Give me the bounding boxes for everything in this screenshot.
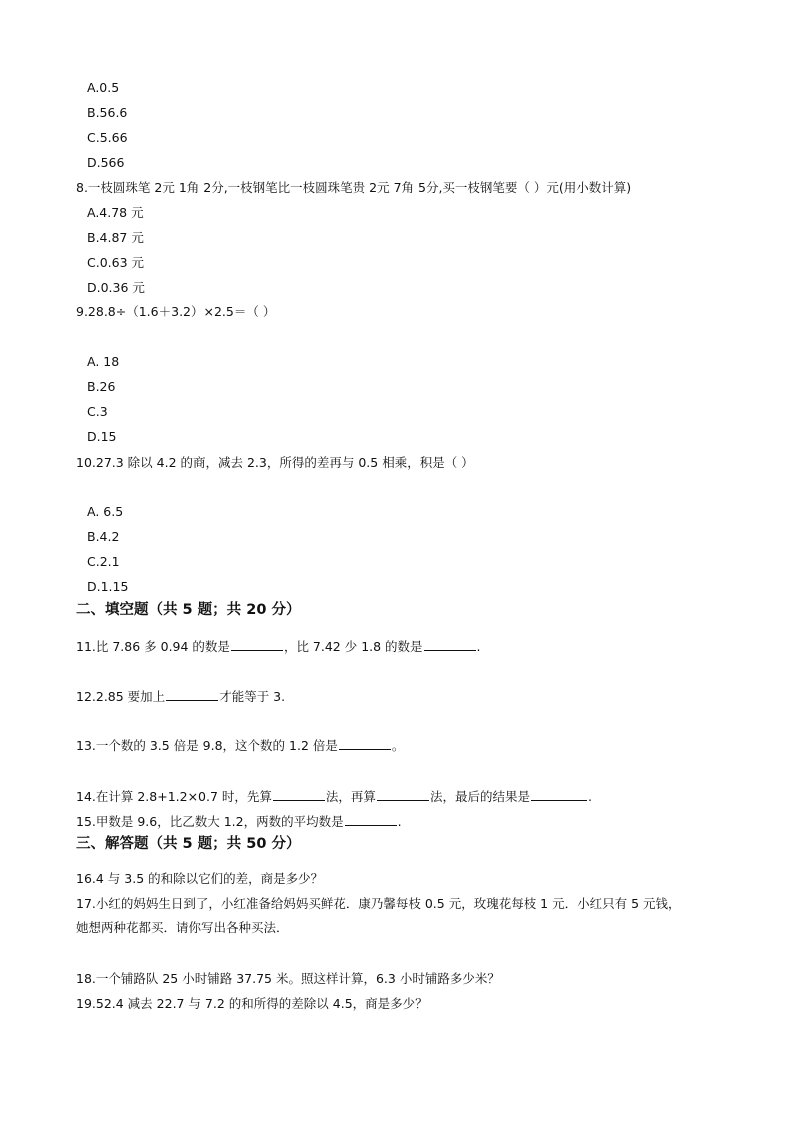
q18: 18.一个铺路队 25 小时铺路 37.75 米。照这样计算，6.3 小时铺路多少米？ xyxy=(76,971,500,986)
q7-option-d: D.566 xyxy=(87,155,125,170)
answer-blank[interactable] xyxy=(166,688,218,701)
q12-text-b: 才能等于 3. xyxy=(219,689,286,704)
q19: 19.52.4 减去 22.7 与 7.2 的和所得的差除以 4.5，商是多少？ xyxy=(76,996,428,1011)
q9-option-d: D.15 xyxy=(87,429,117,444)
q14-text-d: . xyxy=(587,789,592,804)
q8-stem: 8.一枝圆珠笔 2元 1角 2分,一枝钢笔比一枝圆珠笔贵 2元 7角 5分,买一枝钢笔要（ ）元(用小数计算) xyxy=(76,180,632,195)
q11-text-a: 11.比 7.86 多 0.94 的数是 xyxy=(76,639,230,654)
q13 xyxy=(76,737,404,754)
q10-option-d: D.1.15 xyxy=(87,579,129,594)
q11-text-b: ，比 7.42 少 1.8 的数是 xyxy=(283,639,423,654)
q14-text-a: 14.在计算 2.8+1.2×0.7 时，先算 xyxy=(76,789,272,804)
q13-text-b: 。 xyxy=(391,738,405,753)
q10-stem: 10.27.3 除以 4.2 的商，减去 2.3，所得的差再与 0.5 相乘，积是（ ） xyxy=(76,455,474,470)
q7-option-b: B.56.6 xyxy=(87,105,128,120)
q11 xyxy=(76,638,481,655)
q12 xyxy=(76,688,285,705)
q10-option-b: B.4.2 xyxy=(87,529,120,544)
section-fill-in-title: 二、填空题（共 5 题；共 20 分） xyxy=(76,602,301,618)
q7-option-c: C.5.66 xyxy=(87,130,128,145)
answer-blank[interactable] xyxy=(531,788,587,801)
section-solve-title: 三、解答题（共 5 题；共 50 分） xyxy=(76,836,301,852)
q9-option-c: C.3 xyxy=(87,404,108,419)
q8-option-c: C.0.63 元 xyxy=(87,255,145,270)
q14 xyxy=(76,788,592,805)
q11-text-c: . xyxy=(476,639,481,654)
q14-text-c: 法，最后的结果是 xyxy=(429,789,530,804)
answer-blank[interactable] xyxy=(273,788,325,801)
q13-text-a: 13.一个数的 3.5 倍是 9.8，这个数的 1.2 倍是 xyxy=(76,738,338,753)
answer-blank[interactable] xyxy=(424,638,476,651)
q7-option-a: A.0.5 xyxy=(87,80,120,95)
q8-option-a: A.4.78 元 xyxy=(87,205,144,220)
q9-option-b: B.26 xyxy=(87,379,116,394)
q10-option-a: A. 6.5 xyxy=(87,504,124,519)
q17-line2: 她想两种花都买．请你写出各种买法． xyxy=(76,920,289,935)
q15 xyxy=(76,813,402,830)
q12-text-a: 12.2.85 要加上 xyxy=(76,689,166,704)
q15-text-b: . xyxy=(397,814,402,829)
answer-blank[interactable] xyxy=(231,638,283,651)
q14-text-b: 法，再算 xyxy=(325,789,376,804)
q9-stem: 9.28.8÷（1.6＋3.2）×2.5＝（ ） xyxy=(76,304,276,319)
q8-option-d: D.0.36 元 xyxy=(87,280,145,295)
q15-text-a: 15.甲数是 9.6，比乙数大 1.2，两数的平均数是 xyxy=(76,814,344,829)
q17-line1: 17.小红的妈妈生日到了，小红准备给妈妈买鲜花．康乃馨每枝 0.5 元，玫瑰花每枝 1 元．小红只有 5 元钱， xyxy=(76,896,681,911)
answer-blank[interactable] xyxy=(339,737,391,750)
q8-option-b: B.4.87 元 xyxy=(87,230,144,245)
q10-option-c: C.2.1 xyxy=(87,554,120,569)
answer-blank[interactable] xyxy=(345,813,397,826)
answer-blank[interactable] xyxy=(377,788,429,801)
q16: 16.4 与 3.5 的和除以它们的差，商是多少？ xyxy=(76,871,324,886)
q9-option-a: A. 18 xyxy=(87,354,120,369)
